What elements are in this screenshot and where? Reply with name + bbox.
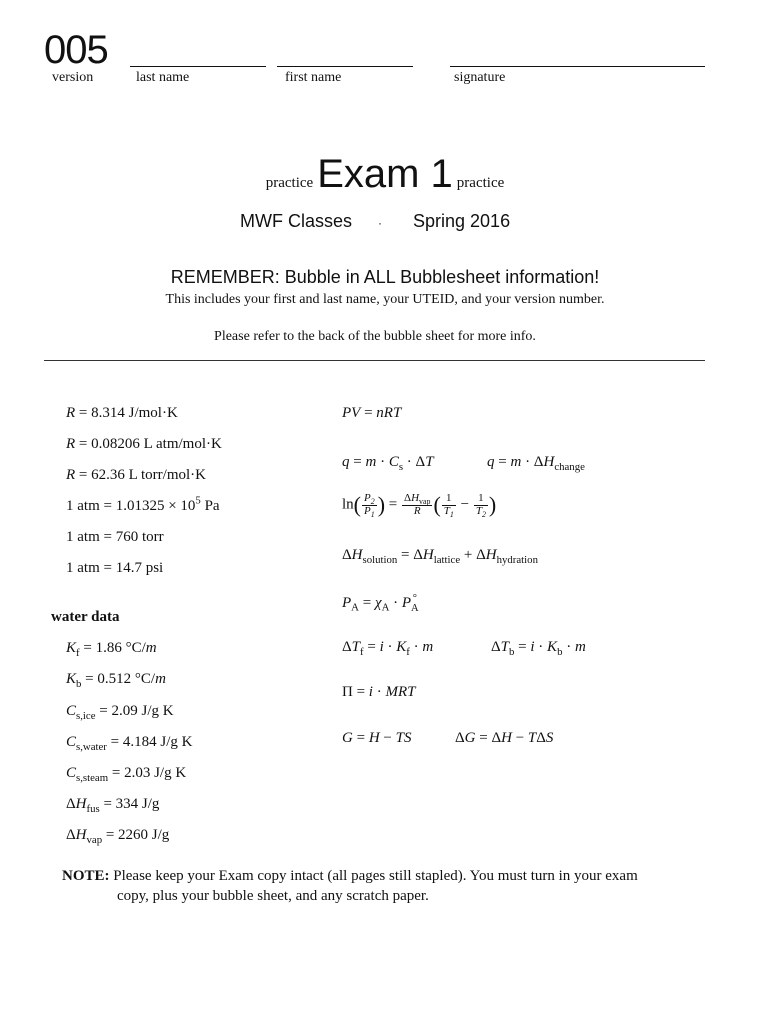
- term-label: Spring 2016: [413, 211, 511, 231]
- h-fusion: $\Delta H_{fus} = 334$ J/g: [66, 796, 160, 815]
- water-data-heading: water data: [51, 609, 120, 625]
- refer-text: Please refer to the back of the bubble sheet for more info.: [214, 329, 536, 344]
- kf-water: $K_f = 1.86$ °C/m: [66, 640, 157, 659]
- last-name-label: last name: [136, 70, 190, 85]
- h-vaporization: $\Delta H_{vap} = 2260$ J/g: [66, 827, 170, 846]
- practice-left-label: practice: [265, 175, 314, 191]
- version-label: version: [52, 70, 94, 85]
- divider: [44, 360, 705, 361]
- note-label: NOTE:: [62, 868, 110, 884]
- signature-label: signature: [454, 70, 506, 85]
- boiling-point-elevation: $\Delta T_b = i \cdot K_b \cdot m$: [491, 639, 586, 658]
- solution-enthalpy-equation: $\Delta H_{solution} = \Delta H_{lattice} + \Delta H_{hydration}$: [342, 547, 538, 566]
- first-name-line[interactable]: [277, 66, 413, 67]
- ideal-gas-law: PV = nRT: [342, 405, 402, 421]
- note-line-2: copy, plus your bubble sheet, and any scratch paper.: [117, 888, 429, 904]
- signature-line[interactable]: [450, 66, 705, 67]
- first-name-label: first name: [285, 70, 342, 85]
- gibbs-energy-equation: G = H − TS: [342, 730, 412, 746]
- exam-note: [62, 866, 712, 906]
- cs-water: $C_{s,water} = 4.184$ J/g K: [66, 734, 193, 753]
- title-separator: ·: [378, 216, 382, 230]
- delta-gibbs-equation: ΔG = ΔH − TΔS: [455, 730, 554, 746]
- atm-psi-conversion: 1 atm = 14.7 psi: [66, 560, 164, 576]
- includes-text: This includes your first and last name, your UTEID, and your version number.: [165, 292, 605, 307]
- exam-title: Exam 1: [317, 152, 453, 196]
- freezing-point-depression: $\Delta T_f = i \cdot K_f \cdot m$: [342, 639, 434, 658]
- heat-capacity-equation: $q = m \cdot C_s \cdot \Delta T$: [342, 454, 434, 473]
- cs-steam: $C_{s,steam} = 2.03$ J/g K: [66, 765, 187, 784]
- gas-constant-1: R = 8.314 J/mol·K: [66, 405, 178, 421]
- heat-phase-change-equation: $q = m \cdot \Delta H_{change}$: [487, 454, 585, 473]
- practice-right-label: practice: [456, 175, 505, 191]
- atm-torr-conversion: 1 atm = 760 torr: [66, 529, 164, 545]
- remember-heading: REMEMBER: Bubble in ALL Bubblesheet information!: [170, 267, 600, 287]
- classes-label: MWF Classes: [240, 211, 352, 231]
- atm-pascal-conversion: 1 atm = $1.01325 \times 10^5$ Pa: [66, 494, 220, 514]
- kb-water: $K_b = 0.512$ °C/m: [66, 671, 166, 690]
- last-name-line[interactable]: [130, 66, 266, 67]
- cs-ice: $C_{s,ice} = 2.09$ J/g K: [66, 703, 174, 722]
- osmotic-pressure-equation: Π = i · MRT: [342, 684, 416, 700]
- note-line-1: Please keep your Exam copy intact (all pages still stapled). You must turn in your exam: [109, 868, 638, 884]
- exam-title-row: [0, 154, 770, 194]
- clausius-clapeyron-equation: ln( $\frac{P_2}{P_1}$ ) = $\frac{\Delta H_{vap}}{R}$ ( $\frac{1}{T_1}$ − $\frac{1}{T_2}$ ): [342, 491, 497, 519]
- raoults-law: $P_A = \chi_A \cdot P$ ° A: [342, 593, 419, 614]
- version-number: 005: [44, 28, 108, 72]
- gas-constant-3: R = 62.36 L torr/mol·K: [66, 467, 206, 483]
- gas-constant-2: R = 0.08206 L atm/mol·K: [66, 436, 222, 452]
